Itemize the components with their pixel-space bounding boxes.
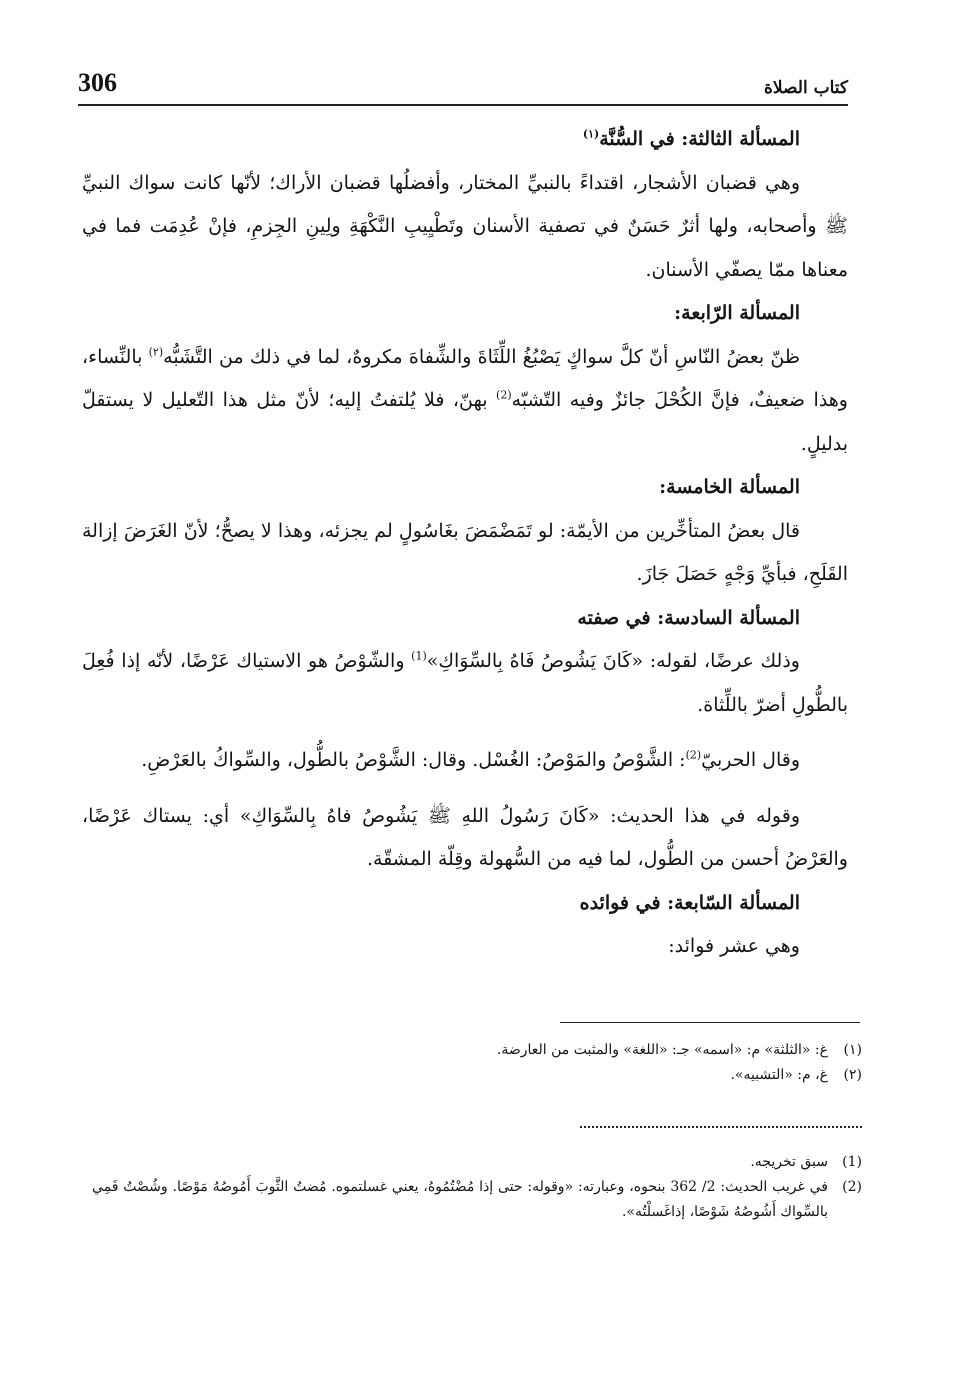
- footnote-number: (١): [843, 1042, 862, 1058]
- section-heading-4: المسألة الرّابعة:: [674, 302, 800, 324]
- footnote-text: سبق تخريجه.: [750, 1154, 828, 1170]
- footnote-item: [92, 1038, 862, 1063]
- text-run: والشّوْصُ هو الاستياك عَرْضًا، لأنّه إذا فُعِلَ بالطُّولِ أضرّ باللِّثاة.: [82, 650, 848, 716]
- section-heading-7: المسألة السّابعة: في فوائده: [579, 891, 800, 914]
- paragraph: قال بعضُ المتأخِّرين من الأيمّة: لو تَمَضْمَضَ بغَاسُولٍ لم يجزئه، وهذا لا يصحُّ؛ لأنّ الغَرَضَ إزالة القَلَحِ، فبأيِّ وَجْهٍ حَصَلَ جَازَ.: [82, 519, 848, 585]
- text-run: بهنّ، فلا يُلتفتُ إليه؛ لأنّ مثل هذا التّعليل لا يستقلّ بدليلٍ.: [82, 389, 848, 455]
- text-run: وذلك عرضًا، لقوله: «كَانَ يَشُوصُ فَاهُ بِالسِّوَاكِ»: [426, 650, 800, 672]
- dotted-separator: [580, 1112, 862, 1128]
- footnote-number: (٢): [843, 1067, 862, 1083]
- text-run: : الشَّوْصُ والمَوْصُ: الغُسْل. وقال: الشَّوْصُ بالطُّول، والسِّواكُ بالعَرْضِ.: [141, 749, 686, 771]
- footnote-ref: (2): [496, 388, 512, 402]
- footnote-item: [92, 1150, 862, 1175]
- paragraph: وهي قضبان الأشجار، اقتداءً بالنبيِّ المختار، وأفضلُها قضبان الأراك؛ لأنّها كانت سواك النبيِّ ﷺ وأصحابه، ولها أثرٌ حَسَنٌ في تصفية الأسنان وتَطْيِيبِ النَّكْهَةِ ولِينِ الجِزمِ، فإنْ عُدِمَت فما في معناها ممّا يصفّي الأسنان.: [82, 171, 848, 281]
- footnote-ref: (١): [582, 127, 600, 141]
- paragraph: [82, 336, 848, 467]
- footnote-ref: (2): [685, 748, 702, 762]
- main-text: [82, 118, 848, 969]
- footnote-separator: [560, 1022, 860, 1023]
- section-heading-5: المسألة الخامسة:: [659, 476, 800, 498]
- page-number: 306: [78, 68, 117, 97]
- text-run: وقال الحربيّ: [701, 749, 800, 771]
- footnote-ref: (1): [411, 649, 427, 663]
- running-title: كتاب الصلاة: [763, 78, 848, 98]
- footnote-ref: (٢): [148, 345, 164, 359]
- variant-footnotes: [92, 1038, 862, 1088]
- paragraph: [82, 640, 848, 727]
- paragraph: وهي عشر فوائد:: [668, 935, 800, 957]
- heading-text: المسألة الثالثة: في السُّنَّة: [599, 128, 800, 150]
- paragraph: [82, 739, 848, 783]
- footnote-number: (1): [842, 1154, 862, 1170]
- footnote-text: غ: «الثلثة» م: «اسمه» جـ: «اللغة» والمثبت من العارضة.: [496, 1042, 828, 1058]
- section-heading-3: [82, 118, 848, 162]
- footnote-text: غ، م: «التشبيه».: [730, 1067, 828, 1083]
- footnote-number: (2): [842, 1179, 862, 1195]
- paragraph: وقوله في هذا الحديث: «كَانَ رَسُولُ اللهِ ﷺ يَشُوصُ فاهُ بِالسِّوَاكِ» أي: يستاك عَرْضًا، والعَرْضُ أحسن من الطُّول، لما فيه من السُّهولة وقِلّة المشقّة.: [82, 804, 848, 870]
- text-run: بالنِّساء، وهذا ضعيفٌ، فإنَّ الكُحْلَ جائزٌ وفيه التّشبّه: [82, 345, 848, 411]
- section-heading-6: المسألة السادسة: في صفته: [577, 606, 800, 629]
- text-run: ظنّ بعضُ النّاسِ أنّ كلَّ سواكٍ يَصْبُغُ اللِّثَاةَ والشِّفاهَ مكروهٌ، لما في ذلك من التَّشَبُّه: [163, 345, 800, 368]
- page-header: [78, 62, 848, 106]
- footnote-item: [92, 1063, 862, 1088]
- footnote-text: في غريب الحديث: 2/ 362 بنحوه، وعبارته: «وقوله: حتى إذا مُضْتُمُوهُ، يعني غسلتموه. مُضتُ الثَّوبَ أَمُوصُهُ مَوْصًا. وشُصْتُ فَمِي بالسِّواك أَشُوصُهُ شَوْصًا، إذاغَسلْتُه».: [92, 1179, 828, 1220]
- source-footnotes: [92, 1150, 862, 1225]
- footnote-item: [92, 1175, 862, 1225]
